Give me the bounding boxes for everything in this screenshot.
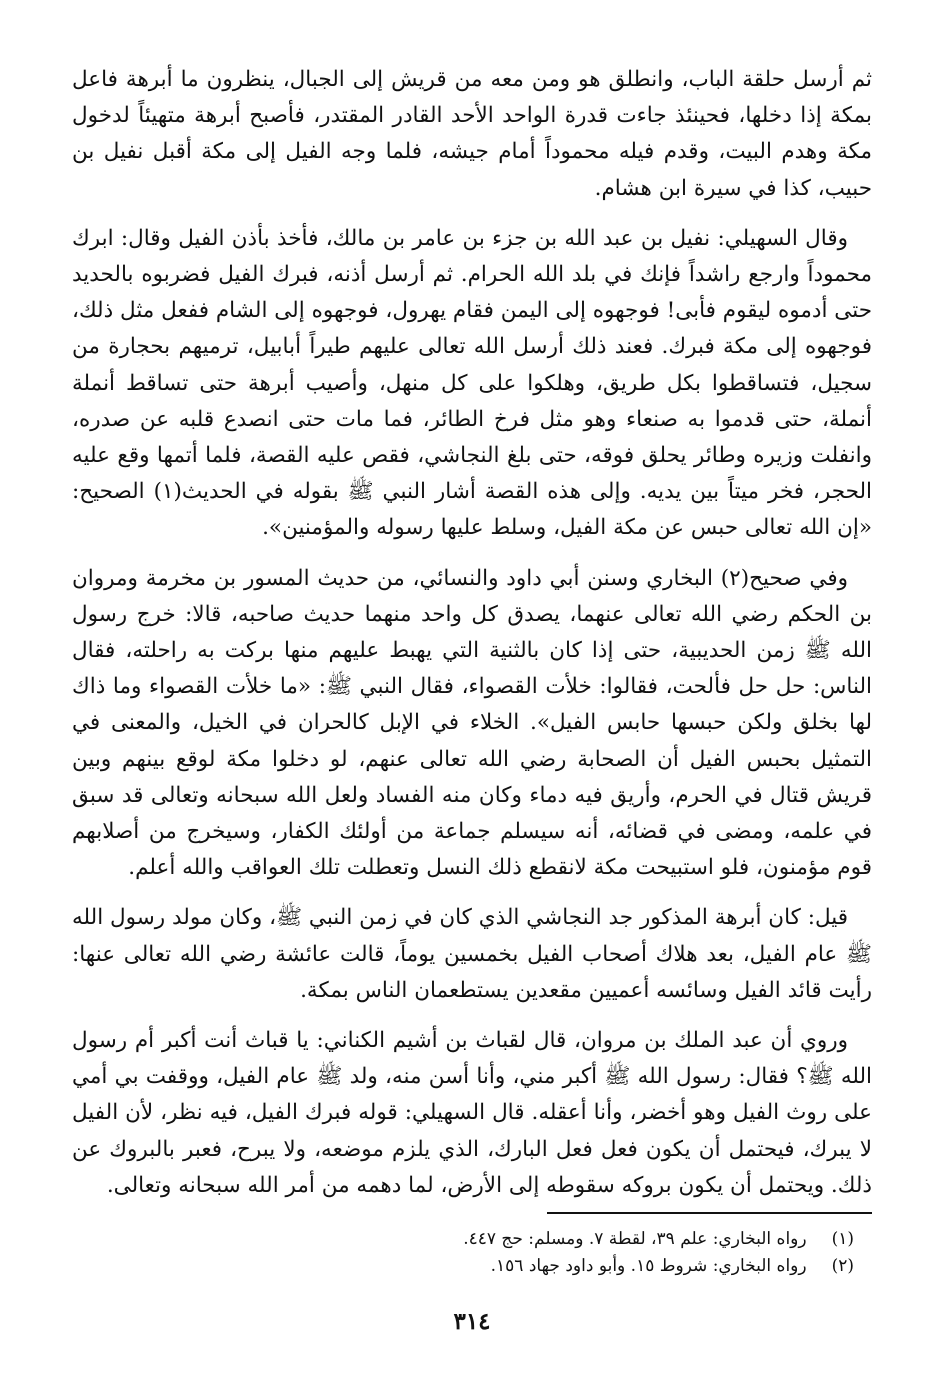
footnote-divider	[547, 1212, 872, 1214]
footnote-1	[72, 1226, 872, 1253]
book-page	[72, 62, 872, 1362]
footnote-text: رواه البخاري: علم ٣٩، لقطة ٧. ومسلم: حج ٤٤٧.	[463, 1229, 807, 1249]
paragraph-2: وقال السهيلي: نفيل بن عبد الله بن جزء بن عامر بن مالك، فأخذ بأذن الفيل وقال: ابرك محموداً وارجع راشداً فإنك في بلد الله الحرام. ثم أرسل أذنه، فبرك الفيل فضربوه بالحديد حتى أدموه ليقوم فأبى! فوجهوه إلى اليمن فقام يهرول، فوجهوه إلى الشام ففعل مثل ذلك، فوجهوه إلى مكة فبرك. فعند ذلك أرسل الله تعالى عليهم طيراً أبابيل، ترميهم بحجارة من سجيل، فتساقطوا بكل طريق، وهلكوا على كل منهل، وأصيب أبرهة حتى تساقط أنملة أنملة، حتى قدموا به صنعاء وهو مثل فرخ الطائر، فما مات حتى انصدع قلبه عن صدره، وانفلت وزيره وطائر يحلق فوقه، حتى بلغ النجاشي، فقص عليه القصة، فلما أتمها وقع عليه الحجر، فخر ميتاً بين يديه. وإلى هذه القصة أشار النبي ﷺ بقوله في الحديث(١) الصحيح: «إن الله تعالى حبس عن مكة الفيل، وسلط عليها رسوله والمؤمنين».	[72, 225, 872, 541]
footnotes	[72, 1212, 872, 1280]
paragraph-5: وروي أن عبد الملك بن مروان، قال لقباث بن أشيم الكناني: يا قباث أنت أكبر أم رسول الله ﷺ؟ فقال: رسول الله ﷺ أكبر مني، وأنا أسن منه، ولد ﷺ عام الفيل، ووقفت بي أمي على روث الفيل وهو أخضر، وأنا أعقله. قال السهيلي: قوله فبرك الفيل، فيه نظر، لأن الفيل لا يبرك، فيحتمل أن يكون فعل فعل البارك، الذي يلزم موضعه، ولا يبرح، فعبر بالبروك عن ذلك. ويحتمل أن يكون بروكه سقوطه إلى الأرض، لما دهمه من أمر الله سبحانه وتعالى.	[72, 1028, 872, 1198]
footnote-marker: (٢)	[831, 1256, 854, 1276]
page-number: ٣١٤	[453, 1308, 491, 1335]
main-text	[72, 62, 872, 1204]
footnote-marker: (١)	[831, 1229, 854, 1249]
footnote-2	[72, 1253, 872, 1280]
paragraph-4: قيل: كان أبرهة المذكور جد النجاشي الذي كان في زمن النبي ﷺ، وكان مولد رسول الله ﷺ عام الفيل، بعد هلاك أصحاب الفيل بخمسين يوماً، قالت عائشة رضي الله تعالى عنها: رأيت قائد الفيل وسائسه أعميين مقعدين يستطعمان الناس بمكة.	[72, 905, 872, 1003]
paragraph-3: وفي صحيح(٢) البخاري وسنن أبي داود والنسائي، من حديث المسور بن مخرمة ومروان بن الحكم رضي الله تعالى عنهما، يصدق كل واحد منهما حديث صاحبه، قالا: خرج رسول الله ﷺ زمن الحديبية، حتى إذا كان بالثنية التي يهبط عليهم منها بركت به راحلته، فقال الناس: حل حل فألحت، فقالوا: خلأت القصواء، فقال النبي ﷺ: «ما خلأت القصواء وما ذاك لها بخلق ولكن حبسها حابس الفيل». الخلاء في الإبل كالحران في الخيل، والمعنى في التمثيل بحبس الفيل أن الصحابة رضي الله تعالى عنهم، لو دخلوا مكة لوقع بينهم وبين قريش قتال في الحرم، وأريق فيه دماء وكان منه الفساد ولعل الله سبحانه وتعالى قد سبق في علمه، ومضى في قضائه، أنه سيسلم جماعة من أولئك الكفار، وسيخرج من أصلابهم قوم مؤمنون، فلو استبيحت مكة لانقطع ذلك النسل وتعطلت تلك العواقب والله أعلم.	[72, 565, 872, 881]
paragraph-1: ثم أرسل حلقة الباب، وانطلق هو ومن معه من قريش إلى الجبال، ينظرون ما أبرهة فاعل بمكة إذا دخلها، فحينئذ جاءت قدرة الواحد الأحد القادر المقتدر، فأصبح أبرهة متهيئاً لدخول مكة وهدم البيت، وقدم فيله محموداً أمام جيشه، فلما وجه الفيل إلى مكة أقبل نفيل بن حبيب، كذا في سيرة ابن هشام.	[72, 67, 872, 201]
footnote-text: رواه البخاري: شروط ١٥. وأبو داود جهاد ١٥٦.	[490, 1256, 807, 1276]
